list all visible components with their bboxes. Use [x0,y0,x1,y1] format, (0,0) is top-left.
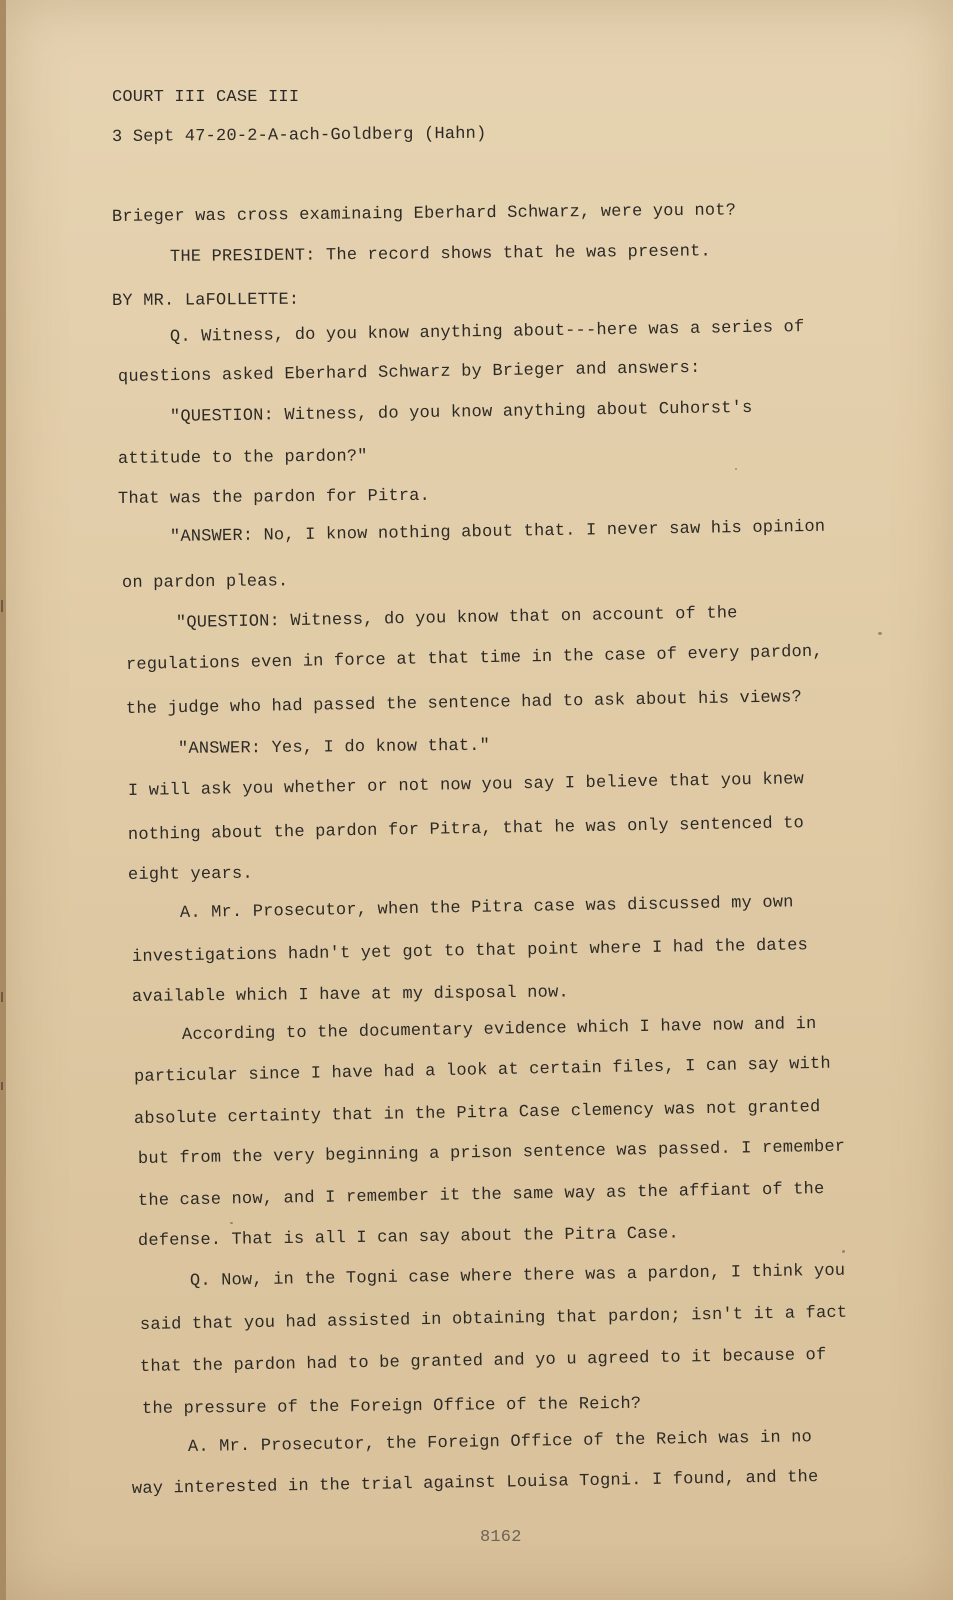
transcript-line: available which I have at my disposal now. [131,983,569,1007]
paper-speck [735,468,737,470]
transcript-line: defense. That is all I can say about the Pitra Case. [137,1224,679,1251]
transcript-line: That was the pardon for Pitra. [117,486,431,509]
paper-speck [230,1222,233,1224]
transcript-line: questions asked Eberhard Schwarz by Brieger and answers: [117,358,701,387]
transcript-line: THE PRESIDENT: The record shows that he was present. [169,242,711,267]
transcript-line: BY MR. LaFOLLETTE: [111,290,300,311]
transcript-line: but from the very beginning a prison sentence was passed. I remember [137,1137,846,1169]
transcript-line: According to the documentary evidence which I have now and in [181,1014,817,1045]
transcript-line: A. Mr. Prosecutor, when the Pitra case was discussed my own [179,893,794,923]
paper-speck [878,632,882,635]
transcript-line: Q. Witness, do you know anything about---here was a series of [169,318,805,347]
transcript-line: Q. Now, in the Togni case where there was a pardon, I think you [189,1261,846,1291]
transcript-line: "ANSWER: Yes, I do know that." [177,736,491,759]
transcript-line: eight years. [127,864,253,885]
edge-mark [1,600,3,612]
transcript-line: Brieger was cross examinaing Eberhard Schwarz, were you not? [111,201,737,227]
transcript-line: the case now, and I remember it the same way as the affiant of the [137,1180,825,1211]
transcript-line: absolute certainty that in the Pitra Case clemency was not granted [133,1098,821,1129]
transcript-line: attitude to the pardon?" [117,447,368,469]
edge-mark [1,1082,3,1090]
transcript-line: on pardon pleas. [121,572,289,593]
transcript-line: the judge who had passed the sentence had to ask about his views? [125,688,803,719]
transcript-line: "QUESTION: Witness, do you know that on account of the [175,604,738,633]
transcript-line: "ANSWER: No, I know nothing about that. I never saw his opinion [169,517,826,547]
transcript-line: regulations even in force at that time in the case of every pardon, [125,642,823,675]
page-number: 8162 [480,1528,522,1547]
edge-mark [1,992,3,1002]
transcript-line: particular since I have had a look at certain files, I can say with [133,1054,831,1087]
transcript-line: way interested in the trial against Louisa Togni. I found, and the [131,1468,819,1499]
transcript-line: nothing about the pardon for Pitra, that he was only sentenced to [127,814,805,845]
court-case-header: COURT III CASE III [112,88,300,107]
transcript-line: investigations hadn't yet got to that point where I had the dates [131,936,809,967]
transcript-line: the pressure of the Foreign Office of the Reich? [141,1394,642,1419]
transcript-line: said that you had assisted in obtaining that pardon; isn't it a fact [139,1303,848,1335]
transcript-line: that the pardon had to be granted and yo u agreed to it because of [139,1346,827,1377]
transcript-line: I will ask you whether or not now you say I believe that you knew [127,770,805,801]
transcript-line: "QUESTION: Witness, do you know anything about Cuhorst's [169,398,753,427]
transcript-line: A. Mr. Prosecutor, the Foreign Office of the Reich was in no [187,1428,813,1457]
session-reference: 3 Sept 47-20-2-A-ach-Goldberg (Hahn) [111,124,487,147]
paper-speck [842,1250,845,1253]
